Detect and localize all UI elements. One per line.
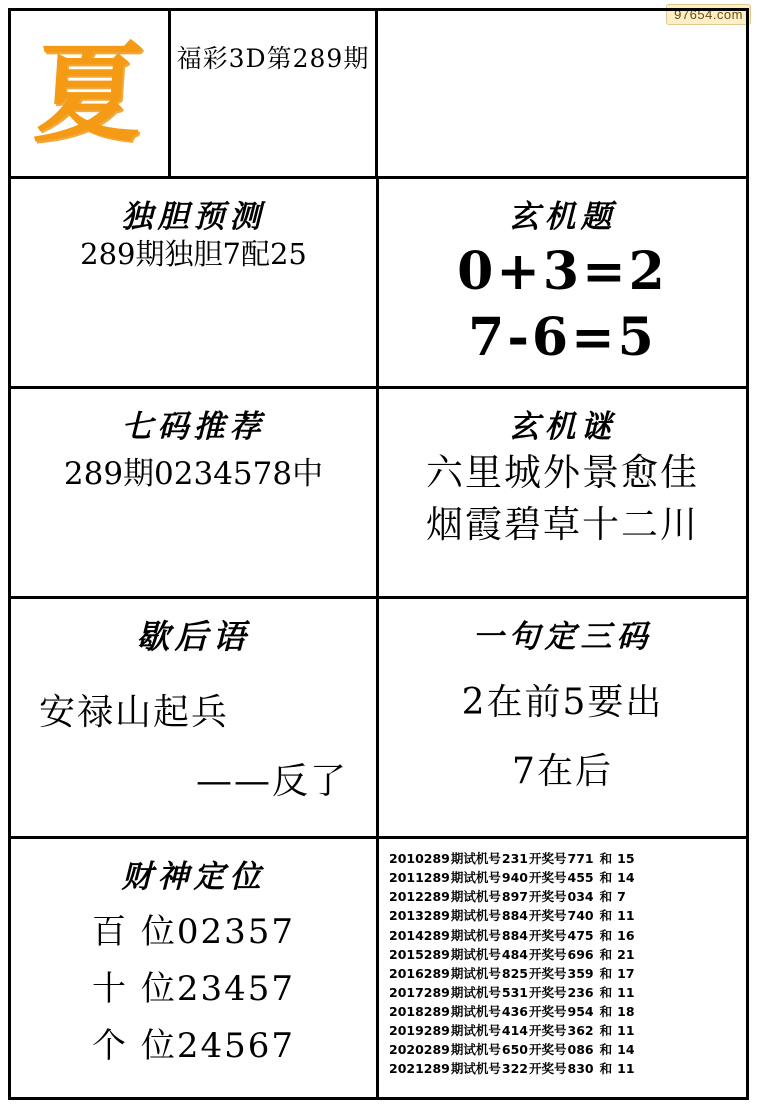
header-row: [11, 11, 746, 179]
history-sum-label: 和: [599, 1023, 613, 1039]
history-draw-label: 开奖号: [529, 927, 567, 943]
history-test-number: 436: [501, 1004, 528, 1019]
row-xiehouyu-dingsanma: [11, 599, 746, 839]
history-draw-label: 开奖号: [529, 1023, 567, 1039]
history-test-label: 期试机号: [450, 889, 501, 905]
header-blank-panel: [375, 11, 746, 176]
history-sum-value: 7: [617, 889, 626, 905]
history-test-label: 期试机号: [450, 984, 501, 1000]
dudan-line: 289期独胆7配25: [80, 237, 307, 271]
history-sum-label: 和: [599, 908, 613, 924]
history-test-label: 期试机号: [450, 1004, 501, 1019]
history-issue: 2015289: [389, 946, 450, 962]
history-test-number: 884: [501, 927, 528, 943]
history-draw-label: 开奖号: [529, 1042, 567, 1058]
history-draw-number: 475: [567, 927, 594, 943]
history-draw-label: 开奖号: [529, 889, 567, 905]
history-draw-number: 359: [567, 965, 594, 981]
history-issue: 2013289: [389, 908, 450, 924]
xuanjimi-line-1: 六里城外景愈佳: [426, 451, 699, 494]
history-test-number: 650: [501, 1042, 528, 1058]
history-sum-value: 11: [617, 1023, 635, 1039]
dudan-panel: [11, 179, 379, 386]
history-draw-label: 开奖号: [529, 1004, 567, 1019]
page-title: 福彩3D第289期: [176, 44, 370, 73]
row-dudan-xuanjiti: [11, 179, 746, 389]
history-issue: 2017289: [389, 984, 450, 1000]
history-test-number: 414: [501, 1023, 528, 1039]
xuanjimi-panel: [379, 389, 746, 596]
history-test-label: 期试机号: [450, 870, 501, 886]
xuanjiti-line-2: 7-6=5: [468, 306, 657, 368]
dudan-title: 独胆预测: [121, 199, 266, 235]
history-sum-label: 和: [599, 851, 613, 866]
caishen-line-tens: 十 位23457: [92, 969, 295, 1009]
history-draw-label: 开奖号: [529, 946, 567, 962]
caishen-title: 财神定位: [121, 859, 266, 895]
header-title-box: [171, 11, 375, 176]
xuanjimi-line-2: 烟霞碧草十二川: [426, 502, 699, 546]
history-test-label: 期试机号: [450, 1061, 501, 1077]
dingsanma-line-1: 2在前5要出: [461, 682, 664, 723]
caishen-line-hundreds: 百 位02357: [92, 912, 295, 952]
history-test-number: 531: [501, 984, 528, 1000]
history-row: [389, 887, 740, 906]
history-sum-label: 和: [599, 870, 613, 886]
history-sum-label: 和: [599, 1042, 613, 1058]
history-draw-number: 455: [567, 870, 594, 886]
history-row: [389, 945, 740, 964]
season-logo-character: 夏: [31, 30, 148, 157]
history-sum-label: 和: [599, 889, 613, 905]
history-issue: 2019289: [389, 1023, 450, 1039]
history-issue: 2011289: [389, 870, 450, 886]
history-draw-number: 696: [567, 946, 594, 962]
history-sum-value: 21: [617, 946, 635, 962]
history-test-label: 期试机号: [450, 1023, 501, 1039]
dingsanma-title: 一句定三码: [472, 619, 653, 655]
history-draw-label: 开奖号: [529, 984, 567, 1000]
row-caishen-history: [11, 839, 746, 1097]
history-draw-label: 开奖号: [529, 908, 567, 924]
history-draw-number: 236: [567, 984, 594, 1000]
history-row: [389, 926, 740, 945]
caishen-panel: [11, 839, 379, 1097]
history-row: [389, 1021, 740, 1040]
history-row: [389, 868, 740, 887]
history-test-label: 期试机号: [450, 908, 501, 924]
xiehouyu-line-1: 安禄山起兵: [39, 692, 230, 733]
history-test-label: 期试机号: [450, 927, 501, 943]
row-qima-xuanjimi: [11, 389, 746, 599]
xuanjimi-title: 玄机谜: [508, 409, 617, 445]
poster-sheet: [8, 8, 749, 1100]
xiehouyu-line-2: ——反了: [195, 761, 348, 802]
history-row: [389, 983, 740, 1002]
history-test-number: 940: [501, 870, 528, 886]
history-issue: 2021289: [389, 1061, 450, 1077]
history-sum-label: 和: [599, 1004, 613, 1019]
history-panel: [379, 839, 746, 1097]
history-sum-value: 14: [617, 870, 635, 886]
xiehouyu-panel: [11, 599, 379, 836]
history-draw-label: 开奖号: [529, 1061, 567, 1077]
history-draw-label: 开奖号: [529, 870, 567, 886]
history-issue: 2010289: [389, 851, 450, 866]
history-sum-value: 11: [617, 1061, 635, 1077]
history-test-number: 897: [501, 889, 528, 905]
history-issue: 2020289: [389, 1042, 450, 1058]
history-row: [389, 1002, 740, 1021]
history-draw-number: 740: [567, 908, 594, 924]
history-test-label: 期试机号: [450, 965, 501, 981]
qima-line: 289期0234578中: [63, 456, 324, 492]
history-issue: 2014289: [389, 927, 450, 943]
xuanjiti-panel: [379, 179, 746, 386]
history-row: [389, 906, 740, 925]
history-sum-value: 17: [617, 965, 635, 981]
history-draw-number: 086: [567, 1042, 594, 1058]
history-sum-value: 18: [617, 1004, 635, 1019]
history-test-label: 期试机号: [450, 851, 501, 866]
season-logo-box: [11, 11, 171, 176]
dingsanma-line-2: 7在后: [512, 751, 613, 792]
history-sum-label: 和: [599, 965, 613, 981]
history-test-number: 484: [501, 946, 528, 962]
watermark-label: 97654.com: [666, 4, 751, 25]
qima-panel: [11, 389, 379, 596]
history-test-number: 322: [501, 1061, 528, 1077]
history-test-label: 期试机号: [450, 946, 501, 962]
history-row: [389, 849, 740, 868]
history-issue: 2018289: [389, 1004, 450, 1019]
caishen-line-units: 个 位24567: [92, 1026, 295, 1066]
history-draw-number: 034: [567, 889, 594, 905]
history-test-label: 期试机号: [450, 1042, 501, 1058]
dingsanma-panel: [379, 599, 746, 836]
history-test-number: 884: [501, 908, 528, 924]
history-draw-label: 开奖号: [529, 965, 567, 981]
history-sum-value: 15: [617, 851, 635, 866]
qima-title: 七码推荐: [121, 409, 266, 445]
history-sum-value: 11: [617, 908, 635, 924]
history-sum-label: 和: [599, 927, 613, 943]
history-draw-label: 开奖号: [529, 851, 567, 866]
history-draw-number: 362: [567, 1023, 594, 1039]
history-sum-value: 16: [617, 927, 635, 943]
history-row: [389, 1059, 740, 1078]
xiehouyu-title: 歇后语: [136, 617, 251, 656]
history-row: [389, 1040, 740, 1059]
history-sum-value: 11: [617, 984, 635, 1000]
history-row: [389, 964, 740, 983]
history-issue: 2012289: [389, 889, 450, 905]
history-sum-value: 14: [617, 1042, 635, 1058]
history-test-number: 231: [501, 851, 528, 866]
history-issue: 2016289: [389, 965, 450, 981]
history-sum-label: 和: [599, 1061, 613, 1077]
history-draw-number: 954: [567, 1004, 594, 1019]
history-sum-label: 和: [599, 984, 613, 1000]
history-sum-label: 和: [599, 946, 613, 962]
history-draw-number: 830: [567, 1061, 594, 1077]
xuanjiti-title: 玄机题: [508, 199, 617, 235]
history-test-number: 825: [501, 965, 528, 981]
history-draw-number: 771: [567, 851, 594, 866]
history-table: [389, 849, 740, 1079]
xuanjiti-line-1: 0+3=2: [457, 241, 668, 302]
